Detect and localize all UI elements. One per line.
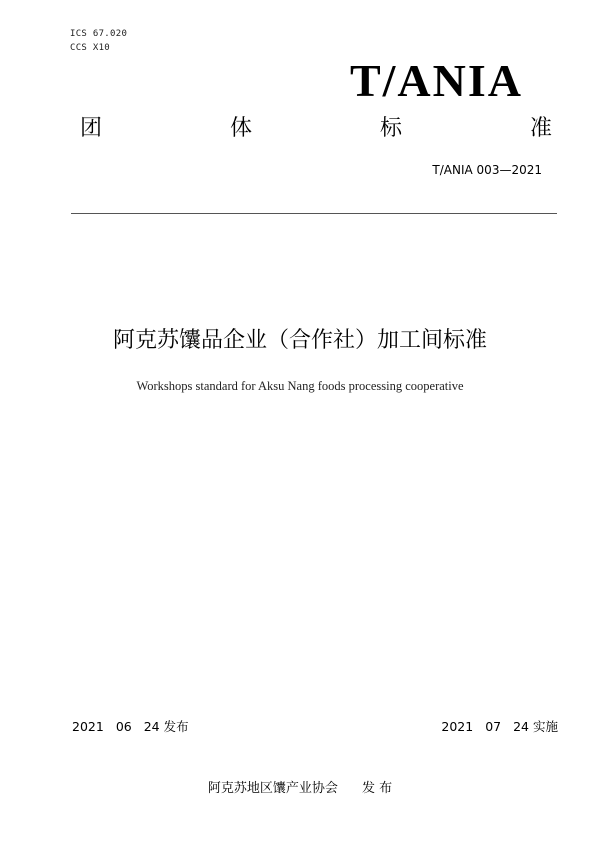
standard-brand: T/ANIA xyxy=(349,55,523,106)
implementation-date xyxy=(441,717,558,735)
type-char-3: 标 xyxy=(379,116,402,141)
implement-year: 2021 xyxy=(441,719,474,734)
issue-month: 06 xyxy=(115,719,132,734)
document-title-chinese: 阿克苏馕品企业（合作社）加工间标准 xyxy=(112,328,487,353)
ccs-code: CCS X10 xyxy=(70,43,111,53)
type-char-2: 体 xyxy=(229,116,252,141)
ics-code: ICS 67.020 xyxy=(70,29,128,39)
standard-number: T/ANIA 003—2021 xyxy=(432,163,542,177)
implement-month: 07 xyxy=(485,719,502,734)
issue-day-label: 24 发布 xyxy=(143,719,189,734)
type-char-4: 准 xyxy=(529,116,552,141)
standard-type-row xyxy=(80,118,552,140)
header-divider xyxy=(71,213,557,214)
publish-label: 发 布 xyxy=(361,781,393,796)
publisher-name: 阿克苏地区馕产业协会 xyxy=(207,781,338,796)
type-char-1: 团 xyxy=(80,116,103,141)
issue-date xyxy=(72,717,189,735)
document-title-english: Workshops standard for Aksu Nang foods processing cooperative xyxy=(136,379,464,393)
issue-year: 2021 xyxy=(72,719,104,734)
publisher-line xyxy=(0,777,600,796)
implement-day-label: 24 实施 xyxy=(513,719,558,734)
